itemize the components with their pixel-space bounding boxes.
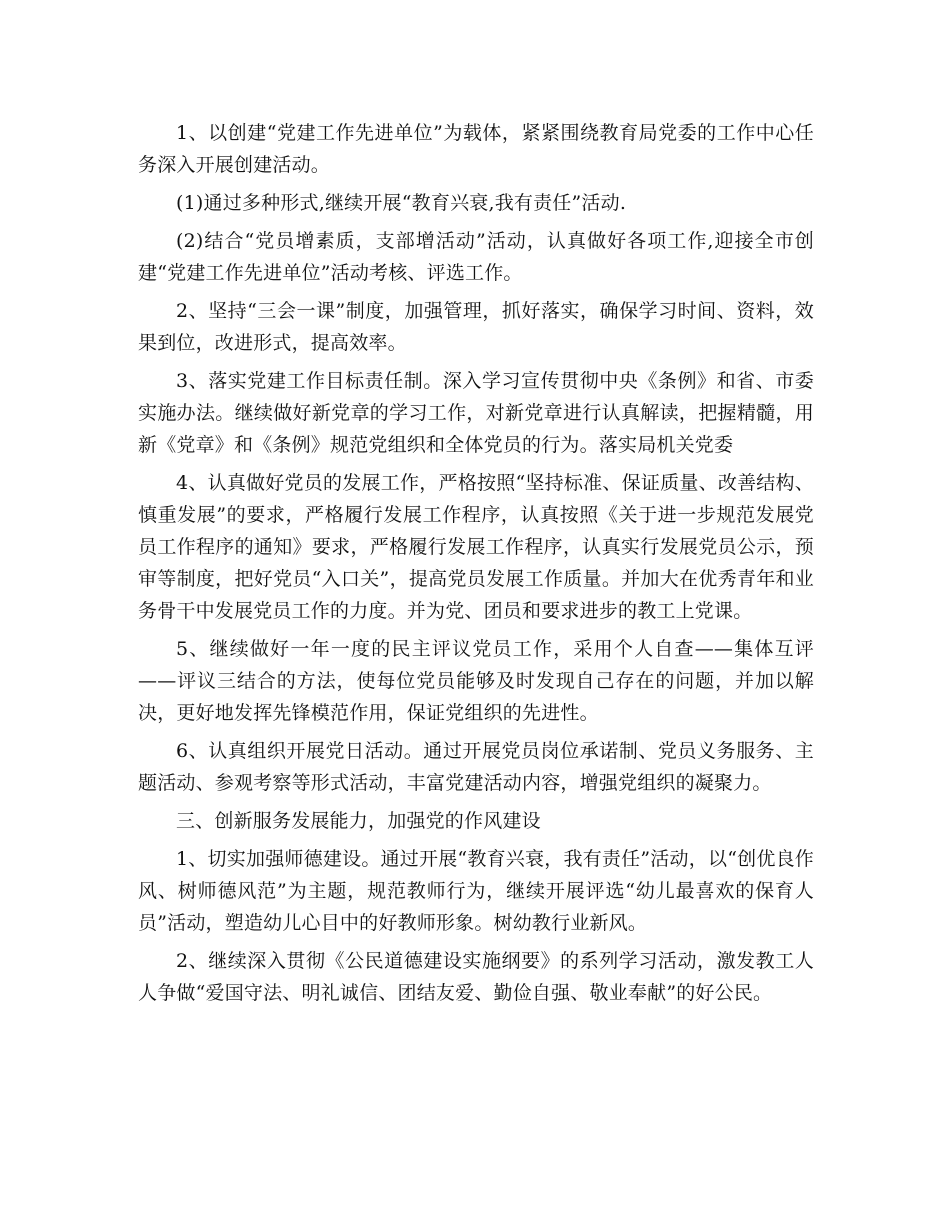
paragraph-3-1: 1、切实加强师德建设。通过开展“教育兴衰，我有责任”活动，以“创优良作风、树师德风范”为主题，规范教师行为，继续开展评选“幼儿最喜欢的保育人员”活动，塑造幼儿心目中的好教师形象。树幼教行业新风。	[138, 848, 814, 934]
paragraph-6: 6、认真组织开展党日活动。通过开展党员岗位承诺制、党员义务服务、主题活动、参观考察等形式活动，丰富党建活动内容，增强党组织的凝聚力。	[138, 740, 814, 794]
paragraph-1-1: (1)通过多种形式,继续开展“教育兴衰,我有责任”活动.	[176, 192, 627, 214]
paragraph-4: 4、认真做好党员的发展工作，严格按照“坚持标准、保证质量、改善结构、慎重发展”的要求，严格履行发展工作程序，认真按照《关于进一步规范发展党员工作程序的通知》要求，严格履行发展工作程序，认真实行发展党员公示，预审等制度，把好党员“入口关”，提高党员发展工作质量。并加大在优秀青年和业务骨干中发展党员工作的力度。并为党、团员和要求进步的教工上党课。	[138, 472, 814, 622]
paragraph-1: 1、以创建“党建工作先进单位”为载体，紧紧围绕教育局党委的工作中心任务深入开展创建活动。	[138, 122, 814, 176]
paragraph-1-2: (2)结合“党员增素质，支部增活动”活动，认真做好各项工作,迎接全市创建“党建工作先进单位”活动考核、评选工作。	[138, 230, 814, 284]
paragraph-3-2: 2、继续深入贯彻《公民道德建设实施纲要》的系列学习活动，激发教工人人争做“爱国守法、明礼诚信、团结友爱、勤俭自强、敬业奉献”的好公民。	[138, 950, 814, 1004]
section-heading-3: 三、创新服务发展能力，加强党的作风建设	[176, 810, 541, 832]
document-body	[138, 117, 814, 1015]
paragraph-5: 5、继续做好一年一度的民主评议党员工作，采用个人自查——集体互评——评议三结合的方法，使每位党员能够及时发现自己存在的问题，并加以解决，更好地发挥先锋模范作用，保证党组织的先进性。	[138, 638, 814, 724]
paragraph-3: 3、落实党建工作目标责任制。深入学习宣传贯彻中央《条例》和省、市委实施办法。继续做好新党章的学习工作，对新党章进行认真解读，把握精髓，用新《党章》和《条例》规范党组织和全体党员的行为。落实局机关党委	[138, 370, 814, 456]
paragraph-2: 2、坚持“三会一课”制度，加强管理，抓好落实，确保学习时间、资料，效果到位，改进形式，提高效率。	[138, 300, 814, 354]
